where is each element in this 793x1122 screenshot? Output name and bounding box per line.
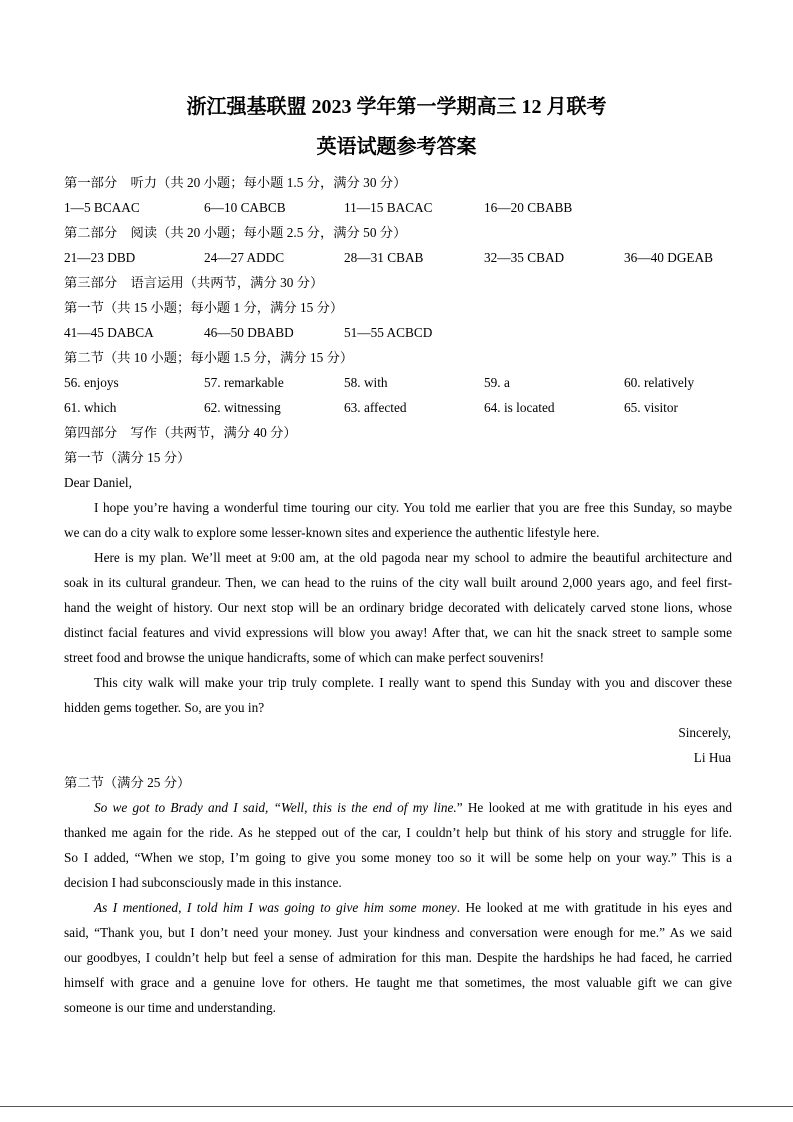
part3-sec1-heading: 第一节（共 15 小题；每小题 1 分，满分 15 分） bbox=[64, 300, 344, 315]
text-line: soak in its cultural grandeur. Then, we can head to the ruins of the city wall built around 2,000 years ago, and feel first- bbox=[64, 575, 732, 590]
answer: 56. enjoys bbox=[64, 375, 119, 390]
answer: 46—50 DBABD bbox=[204, 325, 294, 340]
answer: 32—35 CBAD bbox=[484, 250, 565, 265]
text-line: I hope you’re having a wonderful time touring our city. You told me earlier that you are free this Sunday, so maybe bbox=[94, 500, 732, 515]
answer: 36—40 DGEAB bbox=[624, 250, 714, 265]
text-line: distinct facial features and vivid expressions will blow you away! After that, we can hit the snack street to sample some bbox=[64, 625, 732, 640]
part3-heading: 第三部分 语言运用（共两节，满分 30 分） bbox=[64, 275, 324, 290]
text-line: our goodbyes, I couldn’t help but feel a sense of admiration for this man. Despite the hardships he had faced, he carried bbox=[64, 950, 732, 965]
part1-heading: 第一部分 听力（共 20 小题；每小题 1.5 分，满分 30 分） bbox=[64, 175, 407, 190]
text-line: we can do a city walk to explore some lesser-known sites and experience the authentic lifestyle here. bbox=[64, 525, 600, 540]
footer-divider bbox=[0, 1106, 793, 1107]
part2-heading: 第二部分 阅读（共 20 小题；每小题 2.5 分，满分 50 分） bbox=[64, 225, 407, 240]
part4-heading: 第四部分 写作（共两节，满分 40 分） bbox=[64, 425, 297, 440]
text-line: hidden gems together. So, are you in? bbox=[64, 700, 265, 715]
text-line: street food and browse the unique handicrafts, some of which can make perfect souvenirs! bbox=[64, 650, 544, 665]
answer: 60. relatively bbox=[624, 375, 695, 390]
answer: 63. affected bbox=[344, 400, 407, 415]
text: . He looked at me with gratitude in his eyes and bbox=[456, 900, 732, 915]
text-line: hand the weight of history. Our next stop will be an ordinary bridge decorated with delicately carved stone lions, whose bbox=[64, 600, 732, 615]
text-line: decision I had subconsciously made in this instance. bbox=[64, 875, 342, 890]
text-line: himself with grace and a genuine love for others. He taught me that sometimes, the most valuable gift we can give bbox=[64, 975, 732, 990]
answer: 65. visitor bbox=[624, 400, 678, 415]
document-subtitle: 英语试题参考答案 bbox=[316, 136, 477, 158]
answer: 61. which bbox=[64, 400, 117, 415]
answer: 58. with bbox=[344, 375, 388, 390]
answer: 24—27 ADDC bbox=[204, 250, 285, 265]
document-title: 浙江强基联盟 2023 学年第一学期高三 12 月联考 bbox=[186, 96, 607, 118]
letter-closing: Sincerely, bbox=[678, 725, 731, 740]
given-opening-sentence: So we got to Brady and I said, “Well, this is the end of my line. bbox=[94, 800, 457, 815]
text-line bbox=[94, 895, 732, 920]
answer: 51—55 ACBCD bbox=[344, 325, 433, 340]
part4-sec2-heading: 第二节（满分 25 分） bbox=[64, 775, 191, 790]
text-line: So I added, “When we stop, I’m going to give you some money too so it will be some help on your way.” This is a bbox=[64, 850, 732, 865]
text-line: Here is my plan. We’ll meet at 9:00 am, at the old pagoda near my school to admire the beautiful architecture and bbox=[94, 550, 732, 565]
letter-greeting: Dear Daniel, bbox=[64, 475, 132, 490]
answer: 62. witnessing bbox=[204, 400, 281, 415]
answer: 1—5 BCAAC bbox=[64, 200, 140, 215]
answer: 41—45 DABCA bbox=[64, 325, 154, 340]
letter-signature: Li Hua bbox=[693, 750, 731, 765]
answer: 59. a bbox=[484, 375, 510, 390]
answer: 57. remarkable bbox=[204, 375, 284, 390]
answer: 21—23 DBD bbox=[64, 250, 136, 265]
answer: 64. is located bbox=[484, 400, 555, 415]
text-line bbox=[94, 795, 732, 820]
text-line: This city walk will make your trip truly complete. I really want to spend this Sunday with you and discover these bbox=[94, 675, 732, 690]
part4-sec1-heading: 第一节（满分 15 分） bbox=[64, 450, 191, 465]
answer: 28—31 CBAB bbox=[344, 250, 424, 265]
text-line: said, “Thank you, but I don’t need your money. Just your kindness and conversation were enough for me.” As we said bbox=[64, 925, 732, 940]
text-line: thanked me again for the ride. As he stepped out of the car, I couldn’t help but think of his story and struggle for life. bbox=[64, 825, 732, 840]
answer: 16—20 CBABB bbox=[484, 200, 573, 215]
given-opening-sentence: As I mentioned, I told him I was going to give him some money bbox=[94, 900, 457, 915]
text: ” He looked at me with gratitude in his eyes and bbox=[456, 800, 733, 815]
text-line: someone is our time and understanding. bbox=[64, 1000, 276, 1015]
answer: 6—10 CABCB bbox=[204, 200, 286, 215]
answer: 11—15 BACAC bbox=[344, 200, 433, 215]
part3-sec2-heading: 第二节（共 10 小题；每小题 1.5 分，满分 15 分） bbox=[64, 350, 354, 365]
